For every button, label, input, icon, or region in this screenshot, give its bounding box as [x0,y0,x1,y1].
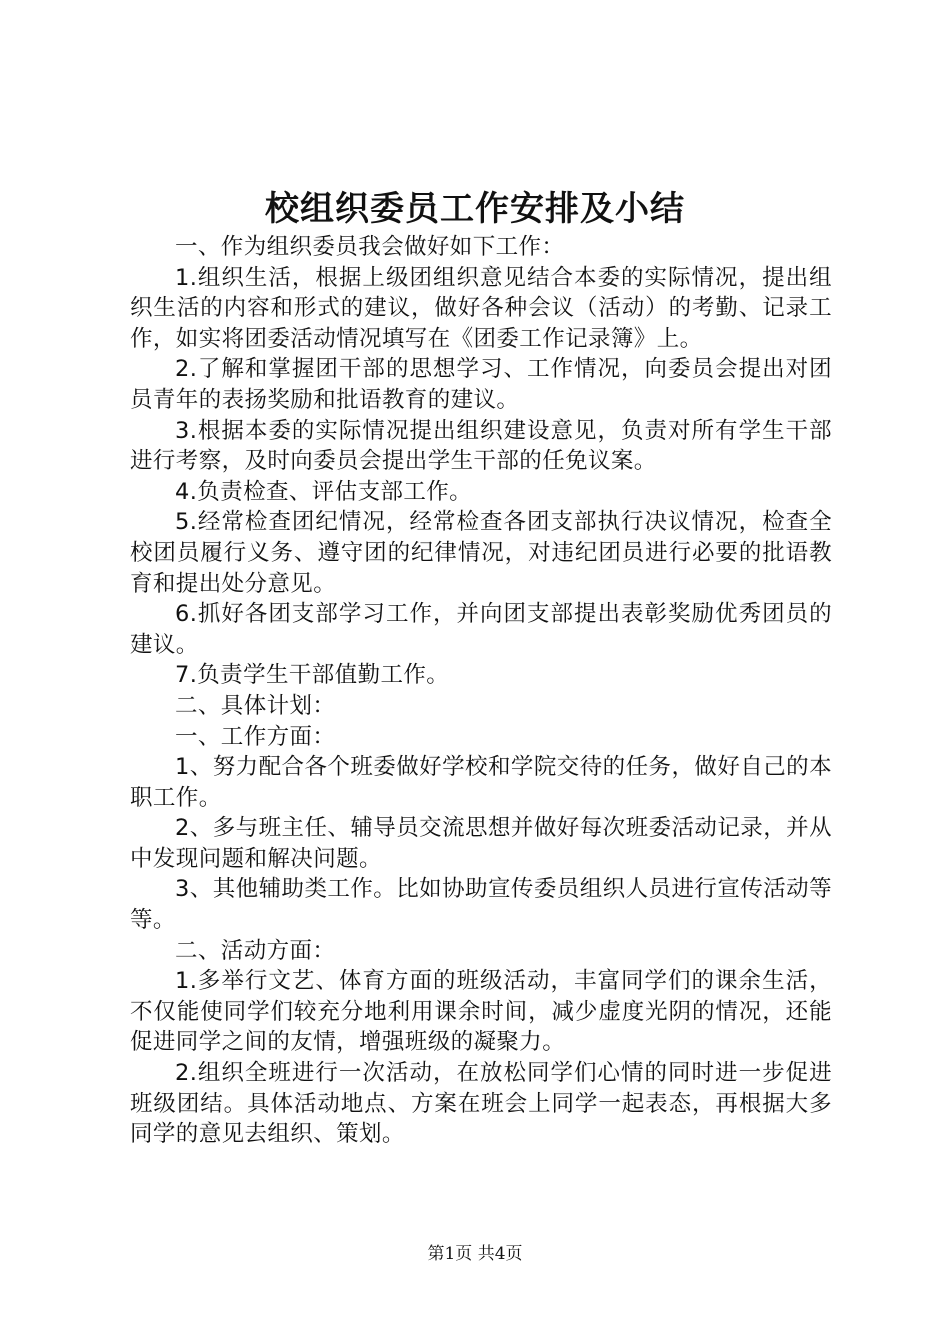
paragraph-item-2: 2.了解和掌握团干部的思想学习、工作情况，向委员会提出对团员青年的表扬奖励和批语教育的建议。 [130,356,832,413]
paragraph-item-7: 7.负责学生干部值勤工作。 [175,662,450,689]
paragraph-item-4: 4.负责检查、评估支部工作。 [175,478,473,505]
paragraph-section-2-heading: 二、具体计划： [175,692,336,719]
paragraph-item-5: 5.经常检查团纪情况，经常检查各团支部执行决议情况，检查全校团员履行义务、遵守团的纪律情况，对违纪团员进行必要的批语教育和提出处分意见。 [130,509,832,597]
paragraph-activity-item-2: 2.组织全班进行一次活动，在放松同学们心情的同时进一步促进班级团结。具体活动地点、方案在班会上同学一起表态，再根据大多同学的意见去组织、策划。 [130,1060,832,1148]
paragraph-work-heading: 一、工作方面： [175,723,336,750]
paragraph-activity-item-1: 1.多举行文艺、体育方面的班级活动，丰富同学们的课余生活，不仅能使同学们较充分地利用课余时间，减少虚度光阴的情况，还能促进同学之间的友情，增强班级的凝聚力。 [130,968,832,1056]
document-body [130,232,832,1150]
page-number-footer: 第1页 共4页 [427,1244,523,1264]
paragraph-item-6: 6.抓好各团支部学习工作，并向团支部提出表彰奖励优秀团员的建议。 [130,601,832,658]
paragraph-activity-heading: 二、活动方面： [175,937,336,964]
paragraph-item-1: 1.组织生活，根据上级团组织意见结合本委的实际情况，提出组织生活的内容和形式的建议，做好各种会议（活动）的考勤、记录工作，如实将团委活动情况填写在《团委工作记录簿》上。 [130,264,832,352]
paragraph-section-1-heading: 一、作为组织委员我会做好如下工作： [175,234,565,260]
paragraph-work-item-1: 1、努力配合各个班委做好学校和学院交待的任务，做好自己的本职工作。 [130,754,832,811]
paragraph-work-item-3: 3、其他辅助类工作。比如协助宣传委员组织人员进行宣传活动等等。 [130,876,832,934]
paragraph-item-3: 3.根据本委的实际情况提出组织建设意见，负责对所有学生干部进行考察，及时向委员会提出学生干部的任免议案。 [130,417,832,475]
paragraph-work-item-2: 2、多与班主任、辅导员交流思想并做好每次班委活动记录，并从中发现问题和解决问题。 [130,815,832,872]
document-title: 校组织委员工作安排及小结 [265,189,685,229]
